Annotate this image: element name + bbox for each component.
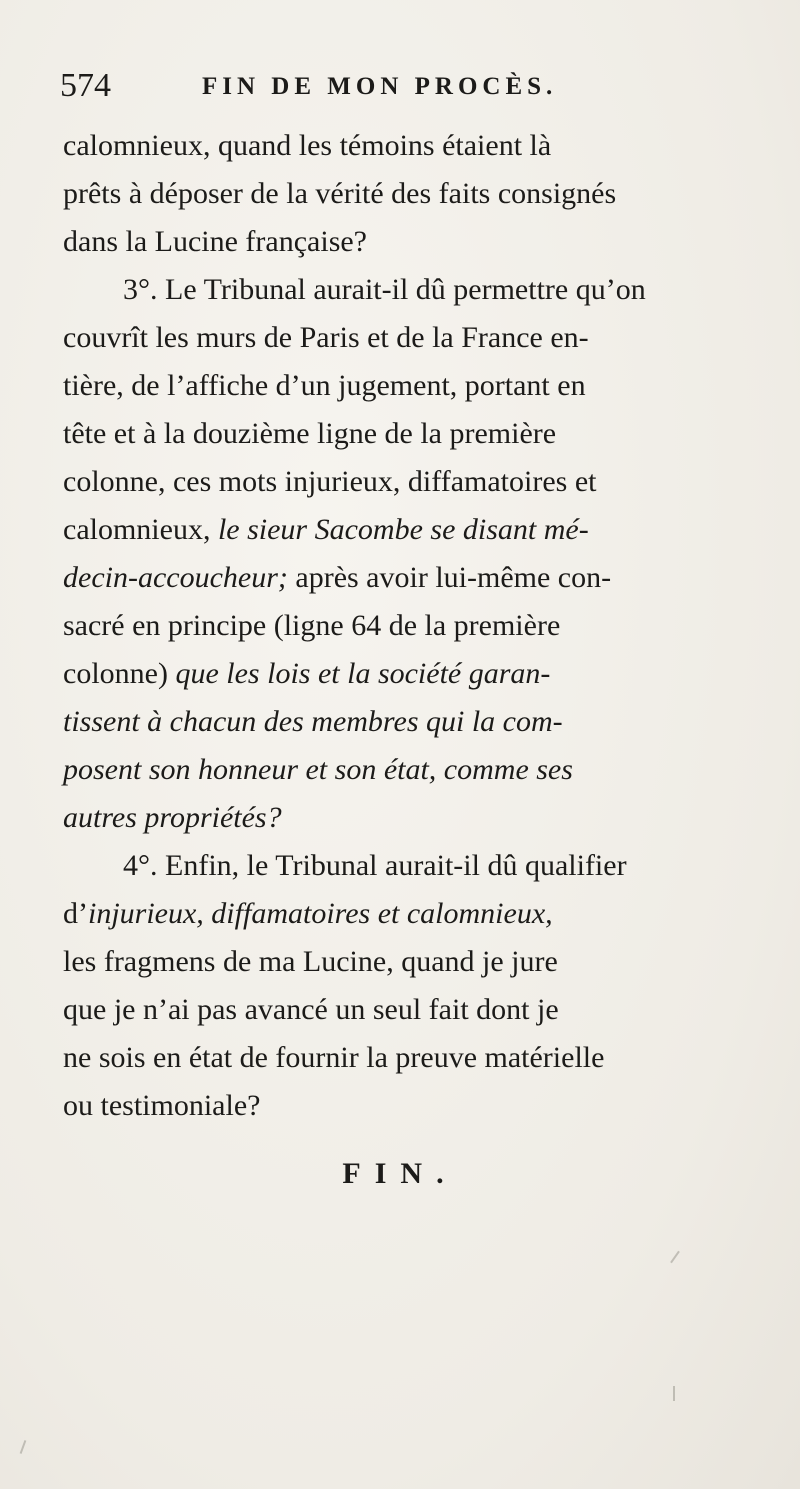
- text-line: [63, 938, 763, 986]
- text-run: que je n’ai pas avancé un seul fait dont je: [63, 993, 559, 1026]
- text-run: 4°. Enfin, le Tribunal aurait-il dû qualifier: [123, 849, 627, 882]
- text-line: [63, 1082, 763, 1130]
- text-line: [63, 986, 763, 1034]
- text-line: [63, 1034, 763, 1082]
- page-number: 574: [60, 67, 111, 104]
- text-line: [63, 746, 763, 794]
- italic-text: decin-accoucheur;: [63, 561, 288, 594]
- italic-text: injurieux, diffamatoires et calomnieux,: [88, 897, 553, 930]
- text-run: colonne, ces mots injurieux, diffamatoires et: [63, 465, 597, 498]
- text-run: après avoir lui-même con-: [287, 561, 612, 594]
- text-run: couvrît les murs de Paris et de la France en-: [63, 321, 589, 354]
- text-line: [63, 410, 763, 458]
- running-title: FIN DE MON PROCÈS.: [202, 73, 558, 100]
- body-text: [63, 122, 763, 1130]
- text-line: [63, 458, 763, 506]
- text-run: tière, de l’affiche d’un jugement, portant en: [63, 369, 586, 402]
- text-line: [63, 266, 763, 314]
- text-line: [63, 794, 763, 842]
- text-run: calomnieux,: [63, 513, 218, 546]
- text-run: colonne): [63, 657, 176, 690]
- text-run: d’: [63, 897, 88, 930]
- text-line: [63, 170, 763, 218]
- paper-speck: [20, 1440, 27, 1454]
- text-run: ne sois en état de fournir la preuve matérielle: [63, 1041, 605, 1074]
- running-head: [60, 62, 740, 110]
- end-mark: FIN.: [342, 1157, 458, 1190]
- text-line: [63, 122, 763, 170]
- text-run: sacré en principe (ligne 64 de la première: [63, 609, 561, 642]
- italic-text: posent son honneur et son état, comme ses: [63, 753, 573, 786]
- paper-speck: [673, 1386, 675, 1401]
- text-run: prêts à déposer de la vérité des faits consignés: [63, 177, 617, 210]
- italic-text: tissent à chacun des membres qui la com-: [63, 705, 563, 738]
- text-run: 3°. Le Tribunal aurait-il dû permettre qu’on: [123, 273, 646, 306]
- text-line: [63, 650, 763, 698]
- text-line: [63, 314, 763, 362]
- text-run: ou testimoniale?: [63, 1089, 261, 1122]
- italic-text: autres propriétés?: [63, 801, 282, 834]
- text-line: [63, 506, 763, 554]
- italic-text: le sieur Sacombe se disant mé-: [217, 513, 589, 546]
- text-line: [63, 890, 763, 938]
- text-run: calomnieux, quand les témoins étaient là: [63, 129, 552, 162]
- italic-text: que les lois et la société garan-: [175, 657, 551, 690]
- text-run: tête et à la douzième ligne de la première: [63, 417, 557, 450]
- text-line: [63, 218, 763, 266]
- text-line: [63, 842, 763, 890]
- text-line: [63, 602, 763, 650]
- text-line: [63, 362, 763, 410]
- text-line: [63, 554, 763, 602]
- text-run: dans la Lucine française?: [63, 225, 367, 258]
- paper-speck: [670, 1251, 680, 1264]
- text-run: les fragmens de ma Lucine, quand je jure: [63, 945, 558, 978]
- text-line: [63, 698, 763, 746]
